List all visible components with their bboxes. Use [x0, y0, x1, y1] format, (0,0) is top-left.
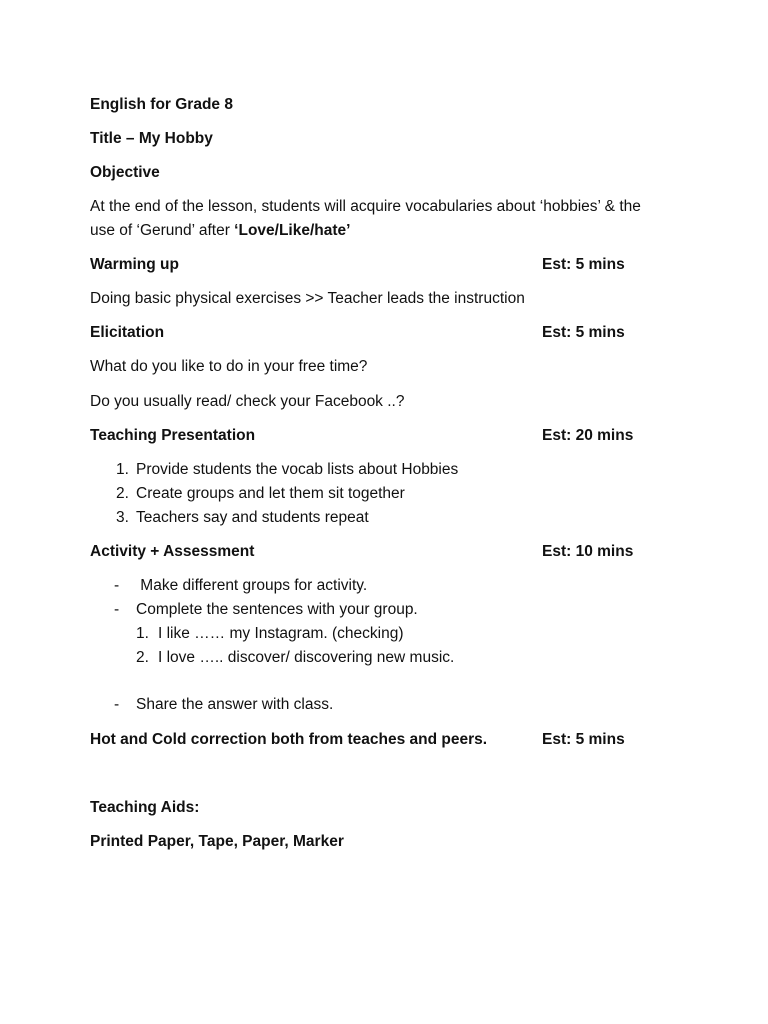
correction-est: Est: 5 mins: [542, 731, 625, 748]
warming-up-est: Est: 5 mins: [542, 256, 625, 273]
activity-subitem-text: I like …… my Instagram. (checking): [158, 625, 404, 642]
activity-bullet-text: Complete the sentences with your group.: [136, 601, 418, 618]
elicitation-heading: Elicitation: [90, 324, 165, 341]
activity-subitem-text: I love ….. discover/ discovering new music.: [158, 649, 455, 666]
objective-line-2: [90, 221, 350, 241]
objective-line-2-prefix: use of ‘Gerund’ after: [90, 222, 235, 239]
elicitation-question-1: What do you like to do in your free time?: [90, 358, 368, 375]
presentation-est: Est: 20 mins: [542, 427, 634, 444]
bullet-dash: -: [114, 577, 120, 594]
presentation-heading: Teaching Presentation: [90, 427, 256, 444]
warming-up-text: Doing basic physical exercises >> Teacher leads the instruction: [90, 290, 525, 307]
teaching-aids-list: Printed Paper, Tape, Paper, Marker: [90, 833, 344, 850]
objective-heading: Objective: [90, 164, 160, 181]
presentation-item-text: Provide students the vocab lists about Hobbies: [136, 461, 459, 478]
elicitation-est: Est: 5 mins: [542, 324, 625, 341]
warming-up-heading: Warming up: [90, 256, 179, 273]
bullet-dash: -: [114, 696, 120, 713]
activity-est: Est: 10 mins: [542, 543, 634, 560]
correction-heading: Hot and Cold correction both from teaches and peers.: [90, 731, 488, 748]
activity-subitem-number: 2.: [136, 649, 149, 666]
objective-line-1: At the end of the lesson, students will acquire vocabularies about ‘hobbies’ & the: [90, 198, 641, 215]
objective-line-2-bold: ‘Love/Like/hate’: [234, 222, 351, 239]
presentation-item-number: 1.: [116, 461, 129, 478]
bullet-dash: -: [114, 601, 120, 618]
presentation-item-text: Create groups and let them sit together: [136, 485, 405, 502]
activity-bullet-text: Make different groups for activity.: [136, 577, 368, 594]
elicitation-question-2: Do you usually read/ check your Facebook ..?: [90, 393, 405, 410]
activity-share-text: Share the answer with class.: [136, 696, 334, 713]
course-heading: English for Grade 8: [90, 96, 233, 113]
lesson-title: Title – My Hobby: [90, 130, 213, 147]
presentation-item-text: Teachers say and students repeat: [136, 509, 369, 526]
activity-heading: Activity + Assessment: [90, 543, 255, 560]
presentation-item-number: 3.: [116, 509, 129, 526]
presentation-item-number: 2.: [116, 485, 129, 502]
teaching-aids-heading: Teaching Aids:: [90, 799, 200, 816]
activity-subitem-number: 1.: [136, 625, 149, 642]
